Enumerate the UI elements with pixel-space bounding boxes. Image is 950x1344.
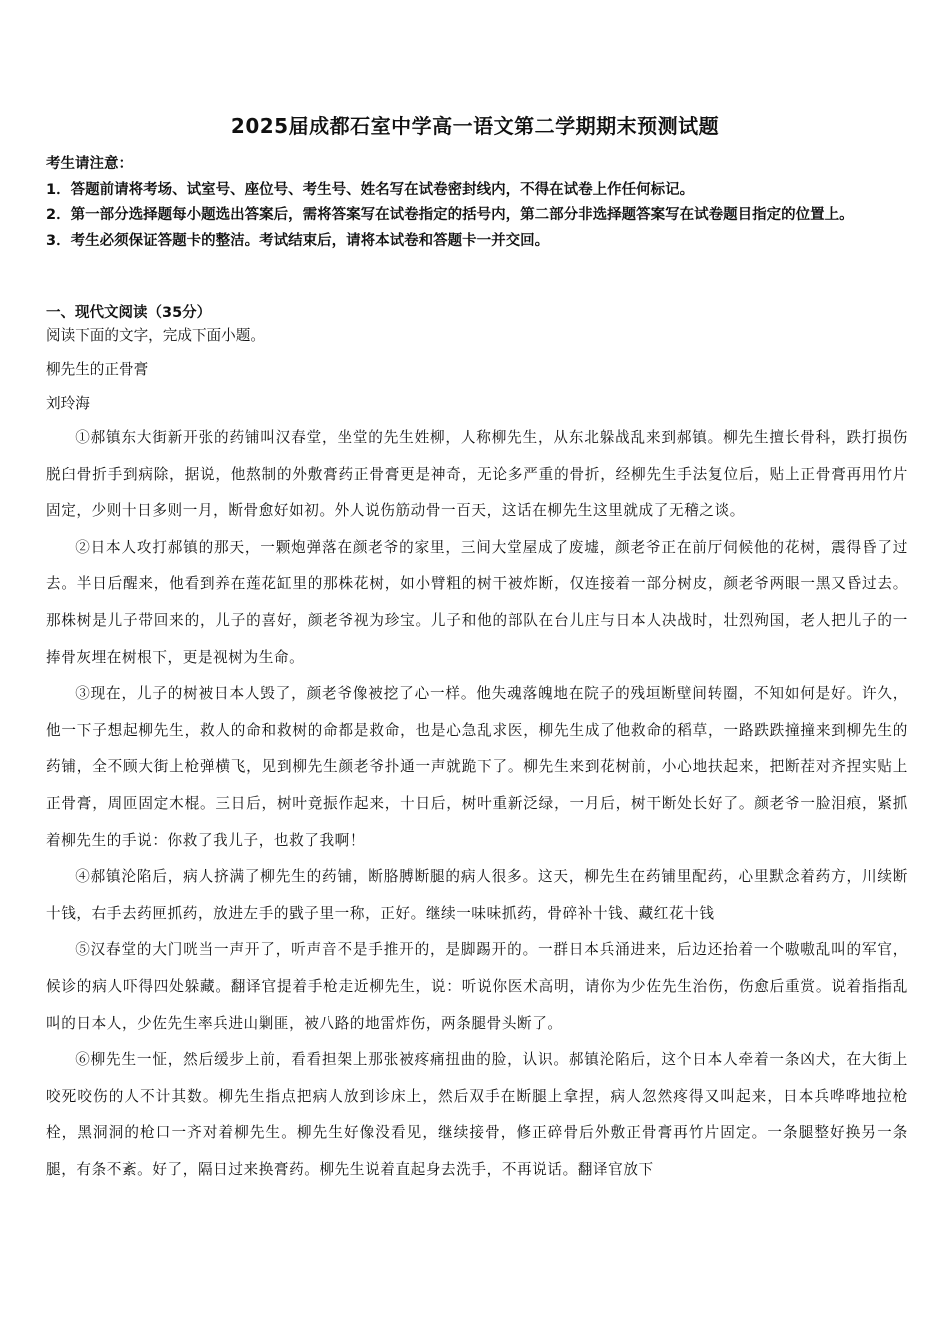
notice-item-3: 3．考生必须保证答题卡的整洁。考试结束后，请将本试卷和答题卡一并交回。 — [46, 232, 550, 249]
exam-title: 2025届成都石室中学高一语文第二学期期末预测试题 — [230, 114, 720, 138]
paragraph-2: ②日本人攻打郝镇的那天，一颗炮弹落在颜老爷的家里，三间大堂屋成了废墟，颜老爷正在前厅伺候他的花树，震得昏了过去。半日后醒来，他看到养在莲花缸里的那株花树，如小臂粗的树干被炸断，仅连接着一部分树皮，颜老爷两眼一黑又昏过去。那株树是儿子带回来的，儿子的喜好，颜老爷视为珍宝。儿子和他的部队在台儿庄与日本人决战时，壮烈殉国，老人把儿子的一捧骨灰埋在树根下，更是视树为生命。 — [46, 538, 908, 666]
section-title: 一、现代文阅读（35分） — [46, 305, 212, 321]
paragraph-5: ⑤汉春堂的大门咣当一声开了，听声音不是手推开的，是脚踢开的。一群日本兵涌进来，后边还抬着一个嗷嗷乱叫的军官，候诊的病人吓得四处躲藏。翻译官提着手枪走近柳先生，说：听说你医术高明，请你为少佐先生治伤，伤愈后重赏。说着指指乱叫的日本人，少佐先生率兵进山剿匪，被八路的地雷炸伤，两条腿骨头断了。 — [46, 941, 908, 1032]
paragraph-6: ⑥柳先生一怔，然后缓步上前，看看担架上那张被疼痛扭曲的脸，认识。郝镇沦陷后，这个日本人牵着一条凶犬，在大街上咬死咬伤的人不计其数。柳先生指点把病人放到诊床上，然后双手在断腿上拿捏，病人忽然疼得又叫起来，日本兵哗哗地拉枪栓，黑洞洞的枪口一齐对着柳先生。柳先生好像没看见，继续接骨，修正碎骨后外敷正骨膏再竹片固定。一条腿整好换另一条腿，有条不紊。好了，隔日过来换膏药。柳先生说着直起身去洗手，不再说话。翻译官放下 — [46, 1051, 908, 1178]
notice-item-2: 2．第一部分选择题每小题选出答案后，需将答案写在试卷指定的括号内，第二部分非选择题答案写在试卷题目指定的位置上。 — [46, 207, 854, 223]
notice-heading: 考生请注意： — [46, 156, 133, 172]
paragraph-3: ③现在，儿子的树被日本人毁了，颜老爷像被挖了心一样。他失魂落魄地在院子的残垣断壁间转圈，不知如何是好。许久，他一下子想起柳先生，救人的命和救树的命都是救命，也是心急乱求医，柳先生成了他救命的稻草，一路跌跌撞撞来到柳先生的药铺，全不顾大街上枪弹横飞，见到柳先生颜老爷扑通一声就跪下了。柳先生来到花树前，小心地扶起来，把断茬对齐捏实贴上正骨膏，周匝固定木棍。三日后，树叶竟振作起来，十日后，树叶重新泛绿，一月后，树干断处长好了。颜老爷一脸泪痕，紧抓着柳先生的手说：你救了我儿子，也救了我啊！ — [46, 685, 908, 849]
story-article — [46, 420, 908, 1188]
story-author: 刘玲海 — [46, 395, 90, 412]
story-title: 柳先生的正骨膏 — [46, 361, 149, 378]
reading-instruction: 阅读下面的文字，完成下面小题。 — [46, 327, 265, 344]
exam-notice — [46, 152, 906, 254]
paragraph-1: ①郝镇东大街新开张的药铺叫汉春堂，坐堂的先生姓柳，人称柳先生，从东北躲战乱来到郝镇。柳先生擅长骨科，跌打损伤脱臼骨折手到病除，据说，他熬制的外敷膏药正骨膏更是神奇，无论多严重的骨折，经柳先生手法复位后，贴上正骨膏再用竹片固定，少则十日多则一月，断骨愈好如初。外人说伤筋动骨一百天，这话在柳先生这里就成了无稽之谈。 — [46, 429, 908, 520]
notice-item-1: 1．答题前请将考场、试室号、座位号、考生号、姓名写在试卷密封线内，不得在试卷上作任何标记。 — [46, 181, 695, 198]
paragraph-4: ④郝镇沦陷后，病人挤满了柳先生的药铺，断胳膊断腿的病人很多。这天，柳先生在药铺里配药，心里默念着药方，川续断十钱，右手去药匣抓药，放进左手的戥子里一称，正好。继续一味味抓药，骨碎补十钱、藏红花十钱 — [46, 868, 908, 922]
